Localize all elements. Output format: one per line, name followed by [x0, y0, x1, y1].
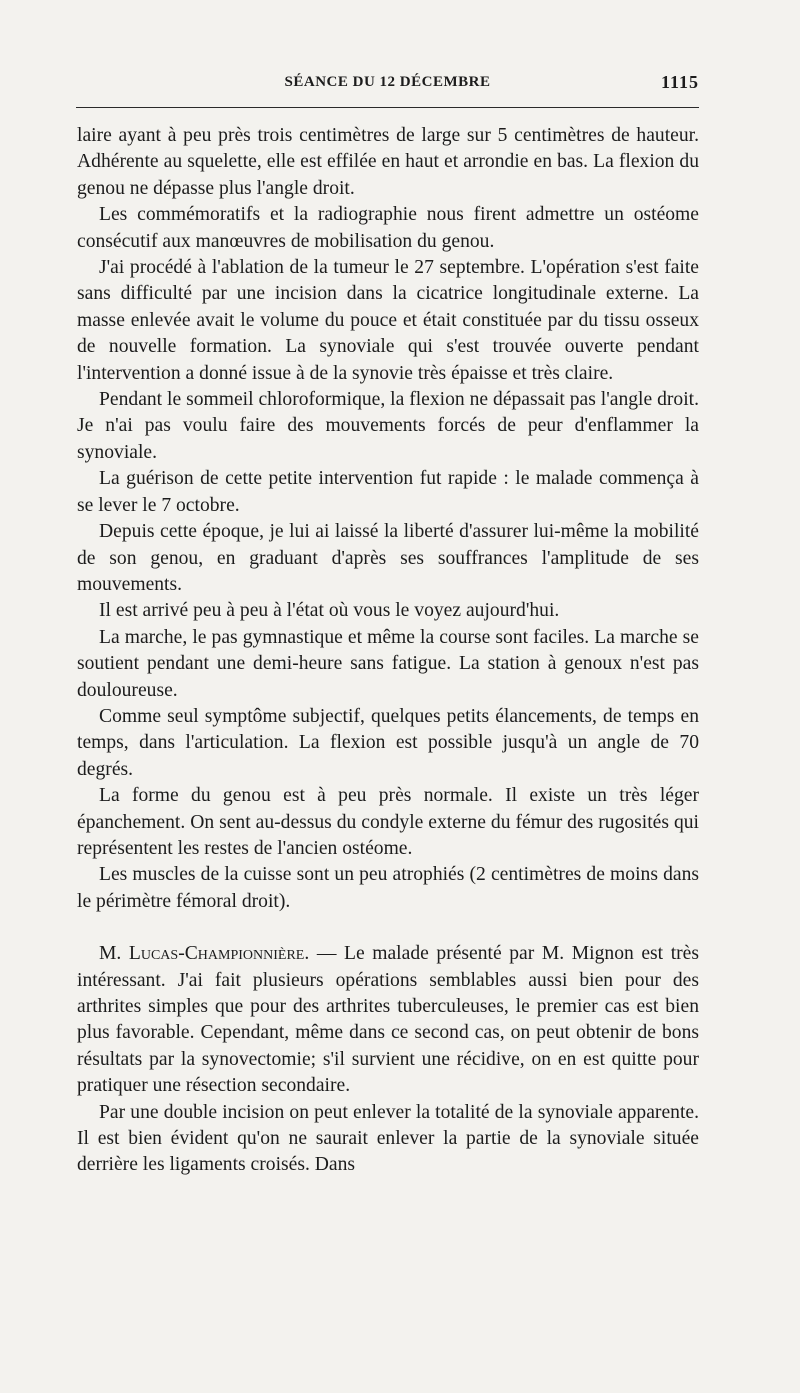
- body-text: [77, 123, 699, 1179]
- paragraph: La guérison de cette petite intervention fut rapide : le malade commença à se lever le 7 octobre.: [77, 468, 699, 516]
- page-number: 1115: [660, 72, 699, 92]
- paragraph: J'ai procédé à l'ablation de la tumeur le 27 septembre. L'opération s'est faite sans difficulté par une incision dans la cicatrice longitudinale externe. La masse enlevée avait le volume du pouce et était constituée par du tissu osseux de nouvelle formation. La synoviale qui s'est trouvée ouverte pendant l'intervention a donné issue à de la synovie très épaisse et très claire.: [77, 257, 699, 384]
- paragraph: Les muscles de la cuisse sont un peu atrophiés (2 centimètres de moins dans le périmètre fémoral droit).: [77, 864, 699, 912]
- paragraph: La forme du genou est à peu près normale. Il existe un très léger épanchement. On sent au-dessus du condyle externe du fémur des rugosités qui représentent les restes de l'ancien ostéome.: [77, 785, 699, 859]
- paragraph: Comme seul symptôme subjectif, quelques petits élancements, de temps en temps, dans l'articulation. La flexion est possible jusqu'à un angle de 70 degrés.: [77, 705, 699, 780]
- header-rule: [76, 107, 699, 108]
- discussion-paragraph: [77, 941, 699, 1099]
- running-header: [76, 70, 699, 100]
- header-title: SÉANCE DU 12 DÉCEMBRE: [284, 74, 491, 90]
- paragraph: Les commémoratifs et la radiographie nous firent admettre un ostéome consécutif aux manœuvres de mobilisation du genou.: [77, 204, 699, 252]
- paragraph: Il est arrivé peu à peu à l'état où vous le voyez aujourd'hui.: [99, 600, 560, 622]
- speaker-name: M. Lucas-Championnière.: [99, 943, 310, 965]
- discussion-text: — Le malade présenté par M. Mignon est très intéressant. J'ai fait plusieurs opérations semblables aussi bien pour des arthrites simples que pour des arthrites tuberculeuses, le premier cas est bien plus favorable. Cependant, même dans ce second cas, on peut obtenir de bons résultats par la synovectomie; s'il survient une récidive, on en est quitte pour pratiquer une résection secondaire.: [77, 943, 699, 1097]
- paragraph: La marche, le pas gymnastique et même la course sont faciles. La marche se soutient pendant une demi-heure sans fatigue. La station à genoux n'est pas douloureuse.: [77, 626, 699, 701]
- paragraph: Depuis cette époque, je lui ai laissé la liberté d'assurer lui-même la mobilité de son genou, en graduant d'après ses souffrances l'amplitude de ses mouvements.: [77, 521, 699, 595]
- paragraph: Pendant le sommeil chloroformique, la flexion ne dépassait pas l'angle droit. Je n'ai pas voulu faire des mouvements forcés de peur d'enflammer la synoviale.: [77, 389, 699, 463]
- paragraph: laire ayant à peu près trois centimètres de large sur 5 centimètres de hauteur. Adhérente au squelette, elle est effilée en haut et arrondie en bas. La flexion du genou ne dépasse plus l'angle droit.: [77, 125, 699, 199]
- paragraph: Par une double incision on peut enlever la totalité de la synoviale apparente. Il est bien évident qu'on ne saurait enlever la partie de la synoviale située derrière les ligaments croisés. Dans: [77, 1101, 699, 1176]
